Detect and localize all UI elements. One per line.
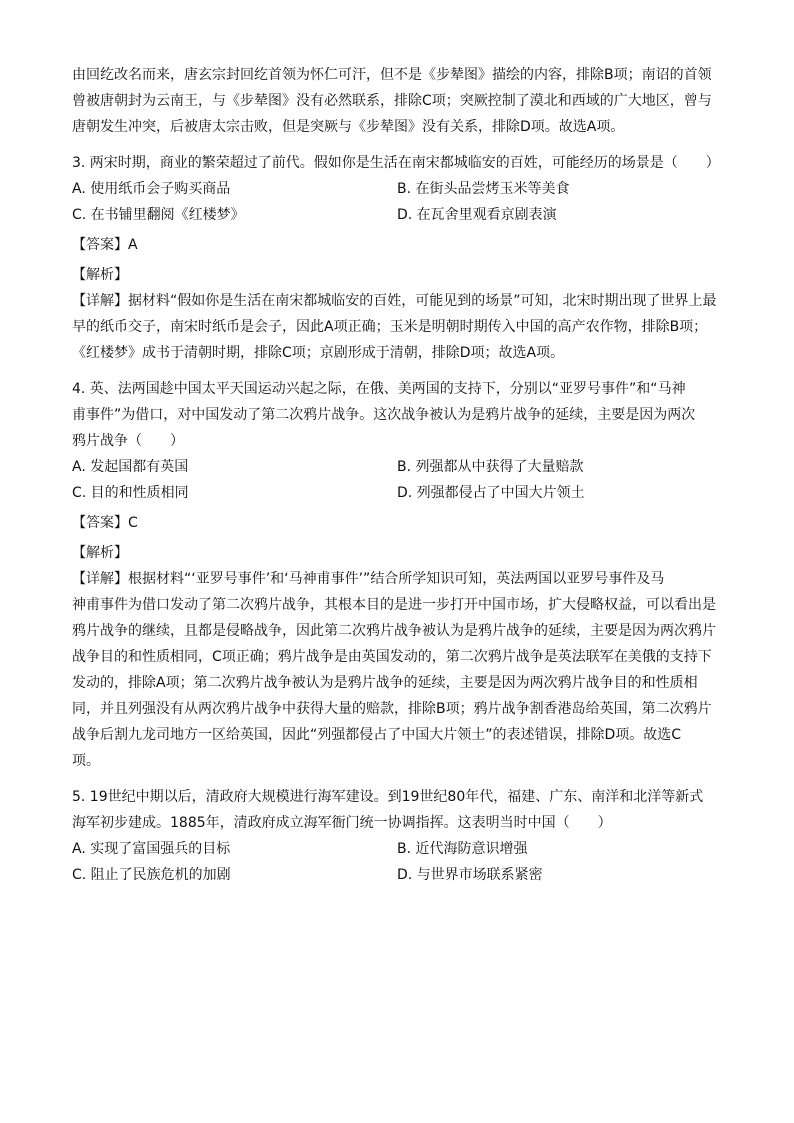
question-3 [72, 150, 732, 366]
question-stem: 海军初步建成。1885年，清政府成立海军衙门统一协调指挥。这表明当时中国（ ） [72, 815, 612, 831]
question-stem: 鸦片战争（ ） [72, 433, 184, 449]
text-line: 唐朝发生冲突，后被唐太宗击败，但是突厥与《步辇图》没有关系，排除D项。故选A项。 [72, 119, 625, 135]
analysis-label: 【解析】 [72, 267, 128, 283]
answer-label: 【答案】C [72, 515, 138, 531]
analysis-label: 【解析】 [72, 545, 128, 561]
intro-paragraph [72, 62, 732, 140]
option-c: C. 目的和性质相同 [72, 485, 189, 501]
detail-line: 战争后割九龙司地方一区给英国，因此“列强都侵占了中国大片领土”的表述错误，排除D项。故选C [72, 727, 682, 743]
options-row [72, 862, 732, 888]
text-line: 由回纥改名而来，唐玄宗封回纥首领为怀仁可汗，但不是《步辇图》描绘的内容，排除B项；南诏的首领 [72, 67, 712, 83]
options-row [72, 176, 732, 202]
detail-line: 【详解】根据材料“‘亚罗号事件’和‘马神甫事件’”结合所学知识可知，英法两国以亚罗号事件及马 [72, 571, 665, 587]
detail-line: 鸦片战争的继续，且都是侵略战争，因此第二次鸦片战争被认为是鸦片战争的延续，主要是因为两次鸦片 [72, 623, 716, 639]
question-stem: 甫事件”为借口，对中国发动了第二次鸦片战争。这次战争被认为是鸦片战争的延续，主要是因为两次 [72, 407, 696, 423]
option-c: C. 阻止了民族危机的加剧 [72, 867, 231, 883]
option-c: C. 在书铺里翻阅《红楼梦》 [72, 207, 245, 223]
option-d: D. 列强都侵占了中国大片领土 [397, 485, 585, 501]
option-a: A. 实现了富国强兵的目标 [72, 841, 231, 857]
option-a: A. 发起国都有英国 [72, 459, 189, 475]
detail-line: 发动的，排除A项；第二次鸦片战争被认为是鸦片战争的延续，主要是因为两次鸦片战争目的和性质相 [72, 675, 698, 691]
question-stem: 4. 英、法两国趁中国太平天国运动兴起之际，在俄、美两国的支持下，分别以“亚罗号事件”和“马神 [72, 381, 686, 397]
answer-label: 【答案】A [72, 237, 138, 253]
option-d: D. 在瓦舍里观看京剧表演 [397, 207, 557, 223]
detail-line: 【详解】据材料“假如你是生活在南宋都城临安的百姓，可能见到的场景”可知，北宋时期出现了世界上最 [72, 293, 717, 309]
detail-line: 《红楼梦》成书于清朝时期，排除C项；京剧形成于清朝，排除D项；故选A项。 [72, 345, 565, 361]
detail-line: 神甫事件为借口发动了第二次鸦片战争，其根本目的是进一步打开中国市场，扩大侵略权益，可以看出是 [72, 597, 716, 613]
detail-line: 战争目的和性质相同，C项正确；鸦片战争是由英国发动的，第二次鸦片战争是英法联军在美俄的支持下 [72, 649, 712, 665]
detail-line: 项。 [72, 753, 100, 769]
question-stem: 5. 19世纪中期以后，清政府大规模进行海军建设。到19世纪80年代，福建、广东、南洋和北洋等新式 [72, 789, 704, 805]
document-page [72, 62, 732, 888]
question-5 [72, 784, 732, 888]
detail-line: 同，并且列强没有从两次鸦片战争中获得大量的赔款，排除B项；鸦片战争割香港岛给英国，第二次鸦片 [72, 701, 712, 717]
option-b: B. 在街头品尝烤玉米等美食 [397, 181, 570, 197]
option-b: B. 列强都从中获得了大量赔款 [397, 459, 584, 475]
question-4 [72, 376, 732, 774]
option-a: A. 使用纸币会子购买商品 [72, 181, 231, 197]
text-line: 曾被唐朝封为云南王，与《步辇图》没有必然联系，排除C项；突厥控制了漠北和西域的广大地区，曾与 [72, 93, 712, 109]
options-row [72, 202, 732, 228]
option-d: D. 与世界市场联系紧密 [397, 867, 543, 883]
detail-line: 早的纸币交子，南宋时纸币是会子，因此A项正确；玉米是明朝时期传入中国的高产农作物，排除B项； [72, 319, 708, 335]
options-row [72, 480, 732, 506]
option-b: B. 近代海防意识增强 [397, 841, 528, 857]
options-row [72, 836, 732, 862]
options-row [72, 454, 732, 480]
question-stem: 3. 两宋时期，商业的繁荣超过了前代。假如你是生活在南宋都城临安的百姓，可能经历的场景是（ ） [72, 155, 720, 171]
